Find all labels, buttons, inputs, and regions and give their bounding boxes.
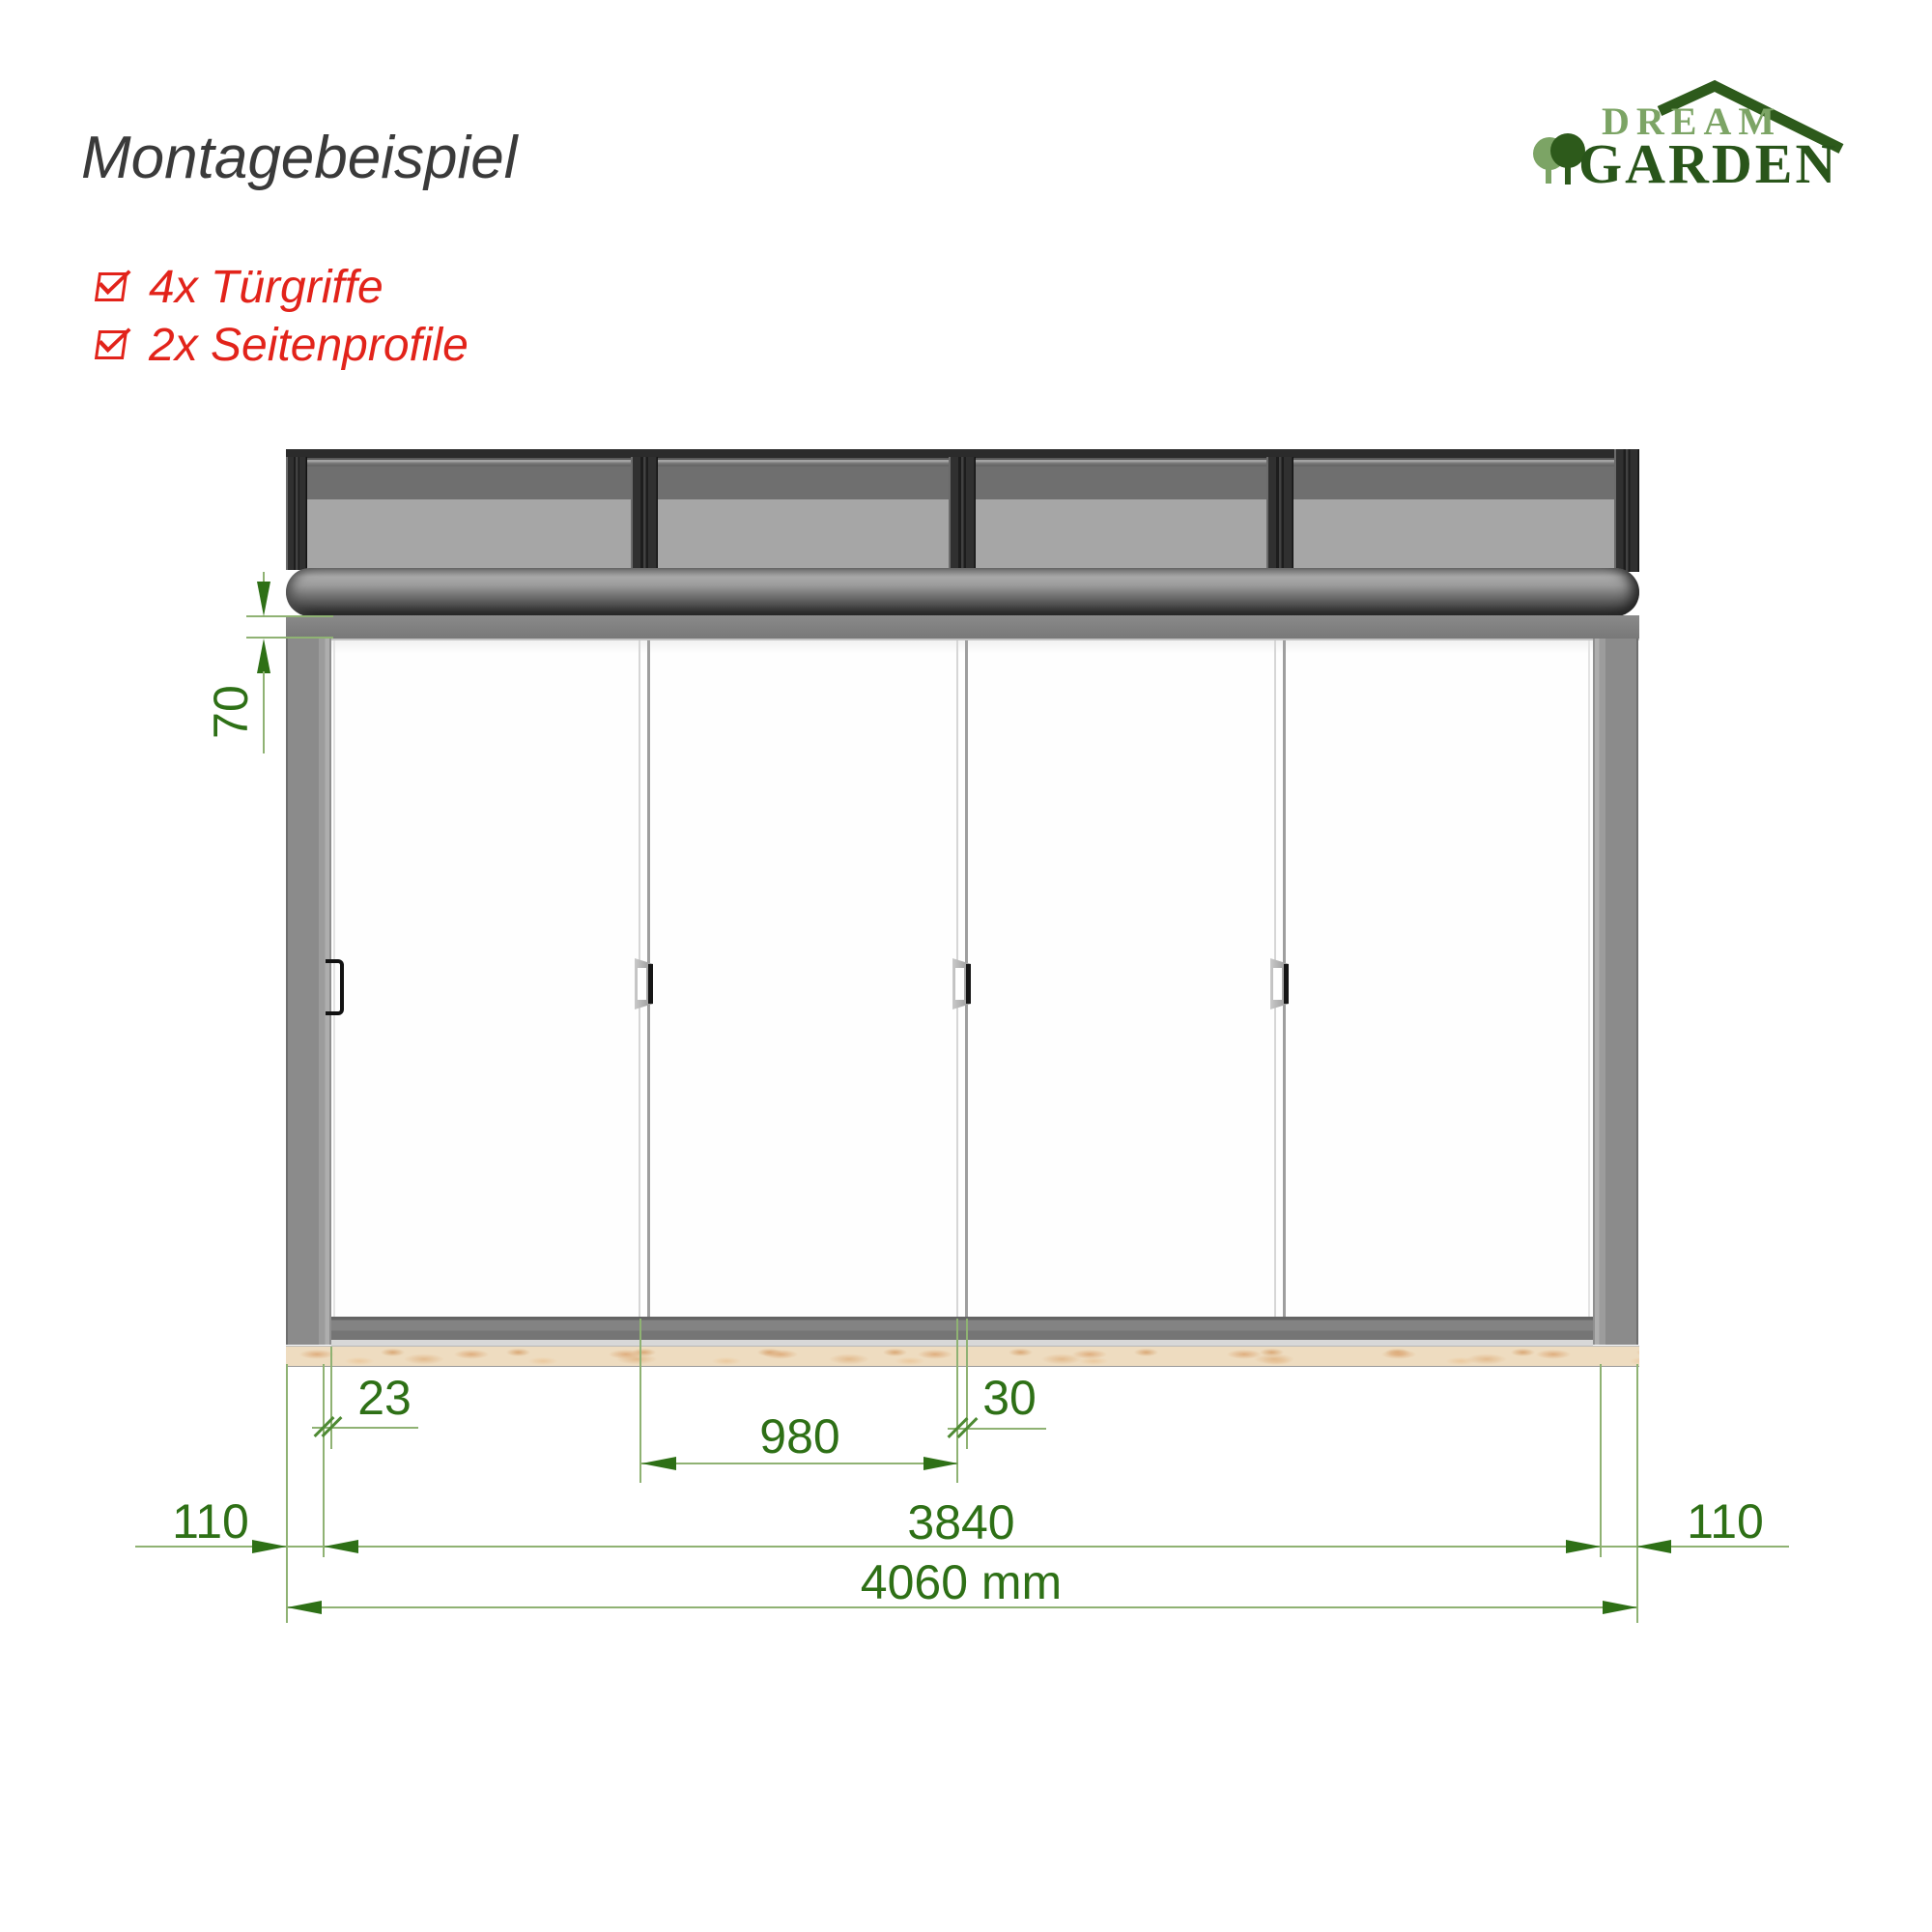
checkbox-checked-icon (95, 330, 128, 359)
dim-label-side-profile-left: 110 (172, 1494, 249, 1548)
dim-label-total-width: 4060 mm (860, 1555, 1063, 1609)
tree-trunk (1565, 164, 1571, 185)
door-handle (1270, 958, 1289, 1009)
checklist-item-handles (97, 263, 384, 317)
dim-extension-line (330, 1347, 332, 1449)
checkbox-checked-icon (95, 272, 128, 301)
tree-trunk (1546, 165, 1551, 184)
dim-label-panel-gap: 30 (982, 1371, 1037, 1425)
dim-arrow (923, 1457, 958, 1470)
transom-mullion (1266, 457, 1293, 568)
top-track-profile (286, 615, 1639, 640)
gutter-beam (286, 568, 1639, 616)
dim-extension-line (323, 1364, 325, 1557)
base-plank (286, 1346, 1639, 1367)
door-handle (326, 959, 344, 1015)
door-handle (952, 958, 971, 1009)
dim-arrow (324, 1540, 358, 1553)
dim-arrow (257, 639, 270, 673)
door-handle (635, 958, 653, 1009)
dim-label-panel-width: 980 (759, 1409, 840, 1463)
logo-word-garden: GARDEN (1578, 132, 1839, 195)
dim-arrow (287, 1601, 322, 1614)
checklist-label: 2x Seitenprofile (149, 320, 469, 371)
dim-label-inner-width: 3840 (907, 1495, 1015, 1549)
dim-label-top-track-height: 70 (204, 685, 258, 739)
glass-edge-line (1588, 640, 1590, 1317)
brand-logo (1509, 64, 1905, 238)
dim-extension-line (1636, 1364, 1638, 1623)
dim-arrow (1566, 1540, 1601, 1553)
bottom-track-profile (331, 1317, 1593, 1340)
transom-mullion (949, 457, 976, 568)
page-title: Montagebeispiel (81, 125, 518, 191)
checklist-item-side-profiles (97, 321, 469, 375)
logo-word-dream: DREAM (1602, 99, 1782, 143)
dim-arrow (257, 582, 270, 616)
transom-mullion (631, 457, 658, 568)
transom-post-left (286, 457, 307, 570)
dim-line (263, 671, 265, 753)
dim-label-first-panel-offset: 23 (357, 1371, 412, 1425)
transom-post-right (1614, 449, 1639, 572)
dim-arrow (1603, 1601, 1637, 1614)
dim-arrow (252, 1540, 287, 1553)
checklist-label: 4x Türgriffe (149, 262, 384, 313)
side-profile-left (286, 639, 331, 1345)
dim-extension-line (286, 1364, 288, 1623)
dim-label-side-profile-right: 110 (1687, 1494, 1764, 1548)
dim-extension-line (1600, 1364, 1602, 1557)
side-profile-right (1593, 639, 1638, 1345)
dim-arrow (1636, 1540, 1671, 1553)
dim-arrow (641, 1457, 676, 1470)
